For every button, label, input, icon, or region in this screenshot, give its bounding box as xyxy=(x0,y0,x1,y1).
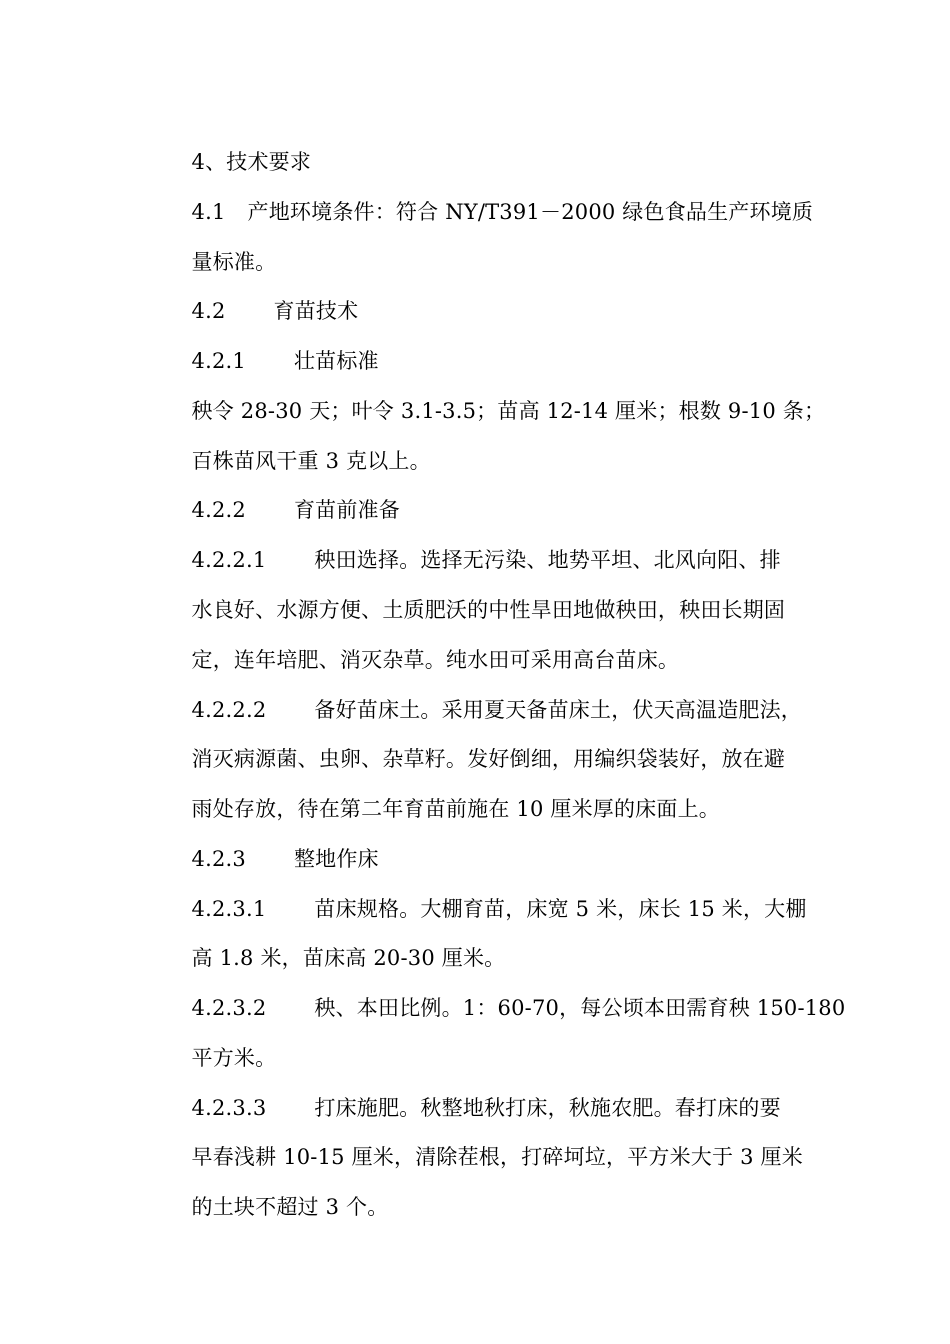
section-text: 秧、本田比例。1：60-70，每公顷本田需育秧 150-180 xyxy=(314,996,846,1020)
section-text: 产地环境条件：符合 NY/T391－2000 绿色食品生产环境质 xyxy=(247,200,814,224)
section-number: 4.2.1 xyxy=(191,349,246,373)
section-text: 水良好、水源方便、土质肥沃的中性旱田地做秧田，秧田长期固 xyxy=(191,598,786,622)
section-title: 育苗技术 xyxy=(273,299,359,323)
section-text: 打床施肥。秋整地秋打床，秋施农肥。春打床的要 xyxy=(314,1096,781,1120)
section-text: 定，连年培肥、消灭杂草。纯水田可采用高台苗床。 xyxy=(191,648,680,672)
heading-4-text: 4、技术要求 xyxy=(191,150,312,174)
section-title: 壮苗标准 xyxy=(293,349,379,373)
section-number: 4.2.3 xyxy=(191,847,246,871)
section-text: 备好苗床土。采用夏天备苗床土，伏天高温造肥法， xyxy=(314,698,802,722)
section-number: 4.2 xyxy=(191,299,226,323)
section-text: 的土块不超过 3 个。 xyxy=(191,1195,389,1219)
section-number: 4.1 xyxy=(191,200,226,224)
section-number: 4.2.2 xyxy=(191,498,246,522)
section-text: 百株苗风干重 3 克以上。 xyxy=(191,449,431,473)
section-text: 量标准。 xyxy=(191,250,277,274)
section-number: 4.2.2.2 xyxy=(191,698,267,722)
section-text: 秧田选择。选择无污染、地势平坦、北风向阳、排 xyxy=(314,548,781,572)
section-text: 早春浅耕 10-15 厘米，清除茬根，打碎坷垃，平方米大于 3 厘米 xyxy=(191,1145,803,1169)
section-number: 4.2.3.1 xyxy=(191,897,267,921)
section-number: 4.2.2.1 xyxy=(191,548,267,572)
section-number: 4.2.3.2 xyxy=(191,996,267,1020)
section-title: 整地作床 xyxy=(293,847,379,871)
section-4-2-3-3-line-3 xyxy=(164,1168,388,1246)
section-text: 高 1.8 米，苗床高 20-30 厘米。 xyxy=(191,946,506,970)
section-text: 平方米。 xyxy=(191,1046,277,1070)
section-text: 秧令 28-30 天；叶令 3.1-3.5；苗高 12-14 厘米；根数 9-10 条； xyxy=(191,399,826,423)
section-title: 育苗前准备 xyxy=(293,498,400,522)
section-text: 雨处存放，待在第二年育苗前施在 10 厘米厚的床面上。 xyxy=(191,797,720,821)
section-text: 苗床规格。大棚育苗，床宽 5 米，床长 15 米，大棚 xyxy=(314,897,807,921)
section-number: 4.2.3.3 xyxy=(191,1096,267,1120)
section-text: 消灭病源菌、虫卵、杂草籽。发好倒细，用编织袋装好，放在避 xyxy=(191,747,786,771)
